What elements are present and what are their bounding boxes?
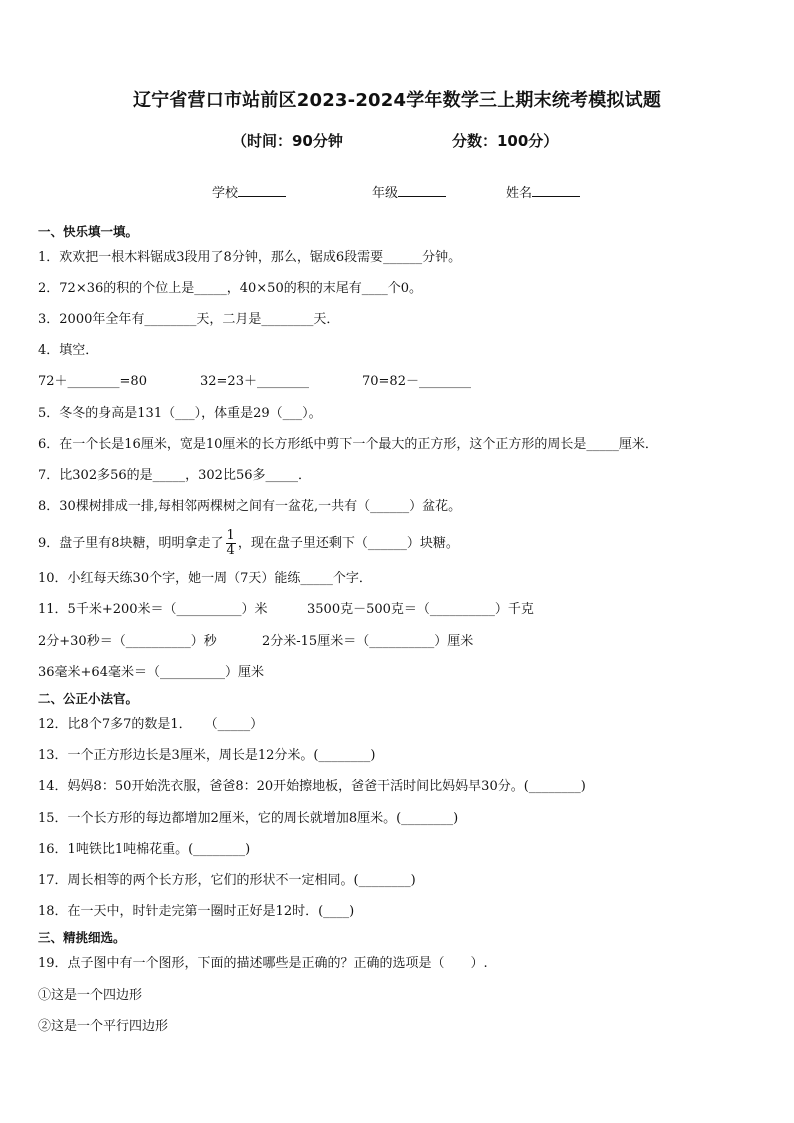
question-7: 7．比302多56的是_____，302比56多_____．: [38, 468, 311, 483]
question-9-prefix: 9．盘子里有8块糖，明明拿走了: [38, 536, 224, 551]
question-4: 4．填空．: [38, 343, 99, 358]
question-16: 16．1吨铁比1吨棉花重。(________): [38, 842, 251, 857]
section-heading-1: 一、快乐填一填。: [38, 224, 139, 239]
school-label: 学校: [212, 186, 239, 201]
question-13: 13．一个正方形边长是3厘米，周长是12分米。(________): [38, 748, 376, 763]
question-14: 14．妈妈8：50开始洗衣服，爸爸8：20开始擦地板，爸爸干活时间比妈妈早30分。(________): [38, 779, 586, 794]
grade-label: 年级: [372, 186, 399, 201]
fraction-numerator: 1: [226, 528, 235, 543]
fraction-one-quarter: [226, 529, 236, 558]
question-4b: 32=23＋________: [200, 374, 309, 389]
question-17: 17．周长相等的两个长方形，它们的形状不一定相同。(________): [38, 873, 416, 888]
section-heading-2: 二、公正小法官。: [38, 691, 139, 706]
question-4a: 72＋________=80: [38, 374, 147, 389]
exam-score: 分数：100分）: [452, 132, 559, 150]
name-blank: [532, 184, 580, 197]
question-5: 5．冬冬的身高是131（___），体重是29（___）。: [38, 406, 322, 421]
section-heading-3: 三、精挑细选。: [38, 930, 126, 945]
question-1: 1．欢欢把一根木料锯成3段用了8分钟，那么，锯成6段需要______分钟。: [38, 250, 462, 265]
question-9-suffix: ，现在盘子里还剩下（______）块糖。: [237, 536, 459, 551]
school-field: [212, 182, 286, 201]
fraction-denominator: 4: [226, 543, 235, 558]
question-11d: 2分米-15厘米＝（__________）厘米: [262, 634, 474, 649]
school-blank: [238, 184, 286, 197]
question-19-option-1: ①这是一个四边形: [38, 988, 143, 1003]
name-field: [506, 182, 580, 201]
question-10: 10．小红每天练30个字，她一周（7天）能练_____个字．: [38, 571, 372, 586]
page-title: 辽宁省营口市站前区2023-2024学年数学三上期末统考模拟试题: [132, 90, 662, 111]
question-12: 12．比8个7多7的数是1． （_____）: [38, 717, 264, 732]
question-11c: 2分+30秒＝（__________）秒: [38, 634, 217, 649]
question-11a: 11．5千米+200米＝（__________）米: [38, 602, 268, 617]
exam-time: （时间：90分钟: [232, 132, 343, 150]
question-19-option-2: ②这是一个平行四边形: [38, 1019, 169, 1034]
name-label: 姓名: [506, 186, 533, 201]
question-6: 6．在一个长是16厘米，宽是10厘米的长方形纸中剪下一个最大的正方形，这个正方形的周长是_____厘米．: [38, 437, 658, 452]
question-9: [38, 524, 459, 564]
grade-field: [372, 182, 446, 201]
question-4c: 70=82－________: [362, 374, 471, 389]
question-11e: 36毫米+64毫米＝（__________）厘米: [38, 665, 264, 680]
question-19: 19．点子图中有一个图形，下面的描述哪些是正确的？正确的选项是（ ）.: [38, 956, 488, 971]
question-18: 18．在一天中，时针走完第一圈时正好是12时．(____): [38, 904, 355, 919]
grade-blank: [398, 184, 446, 197]
question-2: 2．72×36的积的个位上是_____，40×50的积的末尾有____个0。: [38, 281, 422, 296]
question-8: 8．30棵树排成一排,每相邻两棵树之间有一盆花,一共有（______）盆花。: [38, 499, 462, 514]
question-15: 15．一个长方形的每边都增加2厘米，它的周长就增加8厘米。(________): [38, 811, 459, 826]
question-11b: 3500克－500克＝（__________）千克: [307, 602, 534, 617]
question-3: 3．2000年全年有________天，二月是________天．: [38, 312, 340, 327]
